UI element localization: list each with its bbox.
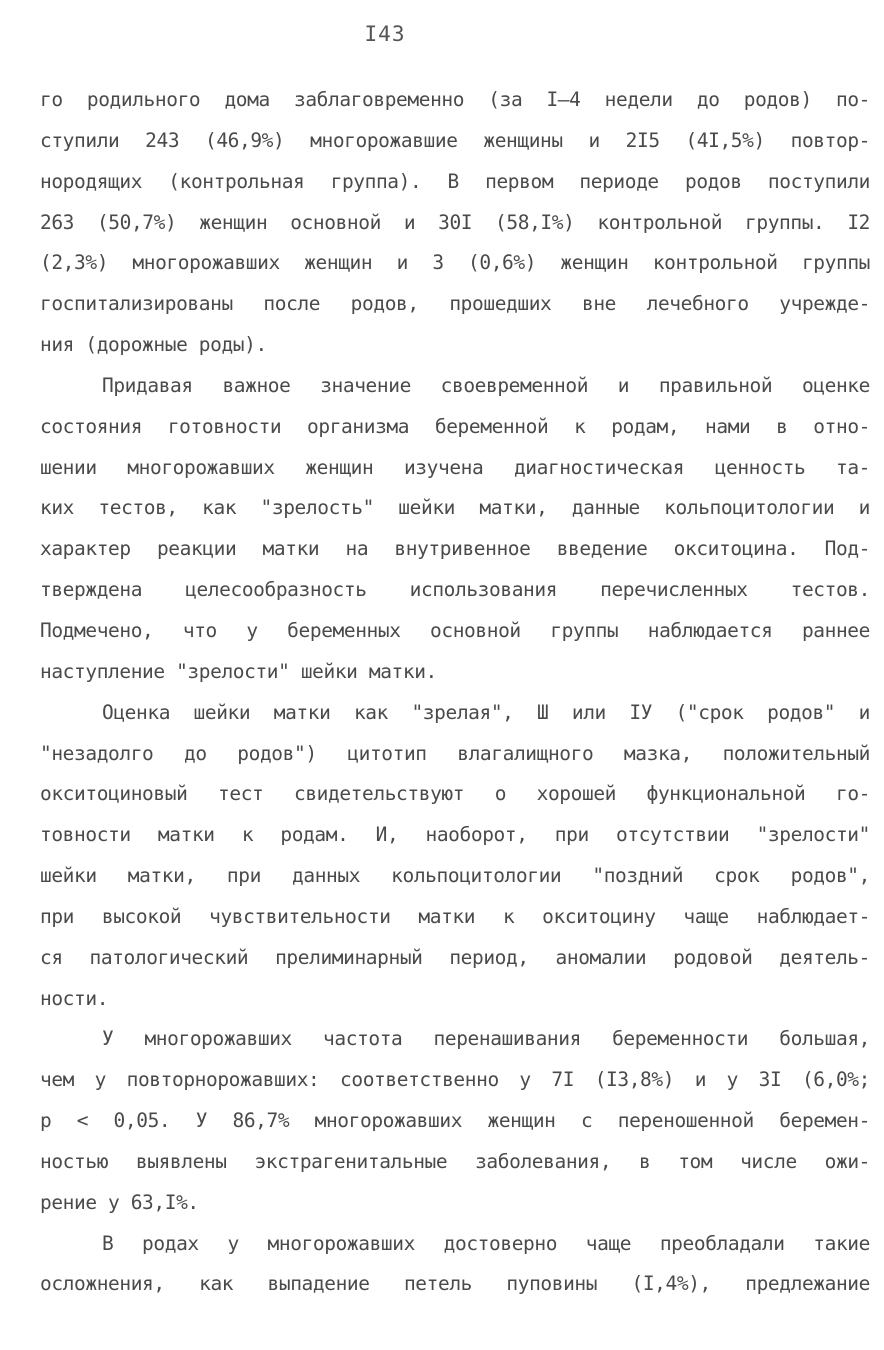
text-line: "незадолго до родов") цитотип влагалищного мазка, положительный [40, 741, 870, 765]
text-line: ностью выявлены экстрагенитальные заболевания, в том числе ожи- [40, 1149, 870, 1173]
text-line: при высокой чувствительности матки к окситоцину чаще наблюдает- [40, 904, 870, 928]
text-line: рение у 63,I%. [40, 1190, 199, 1214]
text-line: нородящих (контрольная группа). В первом периоде родов поступили [40, 169, 870, 193]
text-line: осложнения, как выпадение петель пуповины (I,4%), предлежание [40, 1272, 870, 1296]
text-line: госпитализированы после родов, прошедших вне лечебного учрежде- [40, 292, 870, 316]
text-line: Оценка шейки матки как "зрелая", Ш или IУ ("срок родов" и [102, 700, 870, 724]
text-line: Придавая важное значение своевременной и правильной оценке [102, 373, 870, 397]
text-line: чем у повторнорожавших: соответственно у 7I (I3,8%) и у 3I (6,0%; [40, 1068, 870, 1092]
text-line: ступили 243 (46,9%) многорожавшие женщины и 2I5 (4I,5%) повтор- [40, 128, 870, 152]
text-line: В родах у многорожавших достоверно чаще преобладали такие [102, 1231, 870, 1255]
text-line: тверждена целесообразность использования перечисленных тестов. [40, 578, 870, 602]
text-line: окситоциновый тест свидетельствуют о хорошей функциональной го- [40, 782, 870, 806]
body-text [40, 80, 870, 1305]
text-line: ния (дорожные роды). [40, 333, 267, 357]
page-number: I43 [364, 22, 406, 46]
text-line: наступление "зрелости" шейки матки. [40, 659, 437, 683]
text-line: ности. [40, 986, 109, 1010]
text-line: шейки матки, при данных кольпоцитологии "поздний срок родов", [40, 864, 870, 888]
text-line: Подмечено, что у беременных основной группы наблюдается раннее [40, 618, 870, 642]
text-line: шении многорожавших женщин изучена диагностическая ценность та- [40, 455, 870, 479]
text-line: ких тестов, как "зрелость" шейки матки, данные кольпоцитологии и [40, 496, 870, 520]
text-line: р < 0,05. У 86,7% многорожавших женщин с переношенной беремен- [40, 1109, 870, 1133]
text-line: характер реакции матки на внутривенное введение окситоцина. Под- [40, 537, 870, 561]
text-line: состояния готовности организма беременной к родам, нами в отно- [40, 414, 870, 438]
text-line: 263 (50,7%) женщин основной и 30I (58,I%) контрольной группы. I2 [40, 210, 870, 234]
text-line: (2,3%) многорожавших женщин и 3 (0,6%) женщин контрольной группы [40, 251, 870, 275]
text-line: го родильного дома заблаговременно (за I–4 недели до родов) по- [40, 88, 870, 111]
text-line: У многорожавших частота перенашивания беременности большая, [102, 1027, 870, 1051]
text-line: ся патологический прелиминарный период, аномалии родовой деятель- [40, 945, 870, 969]
text-line: товности матки к родам. И, наоборот, при отсутствии "зрелости" [40, 823, 870, 847]
